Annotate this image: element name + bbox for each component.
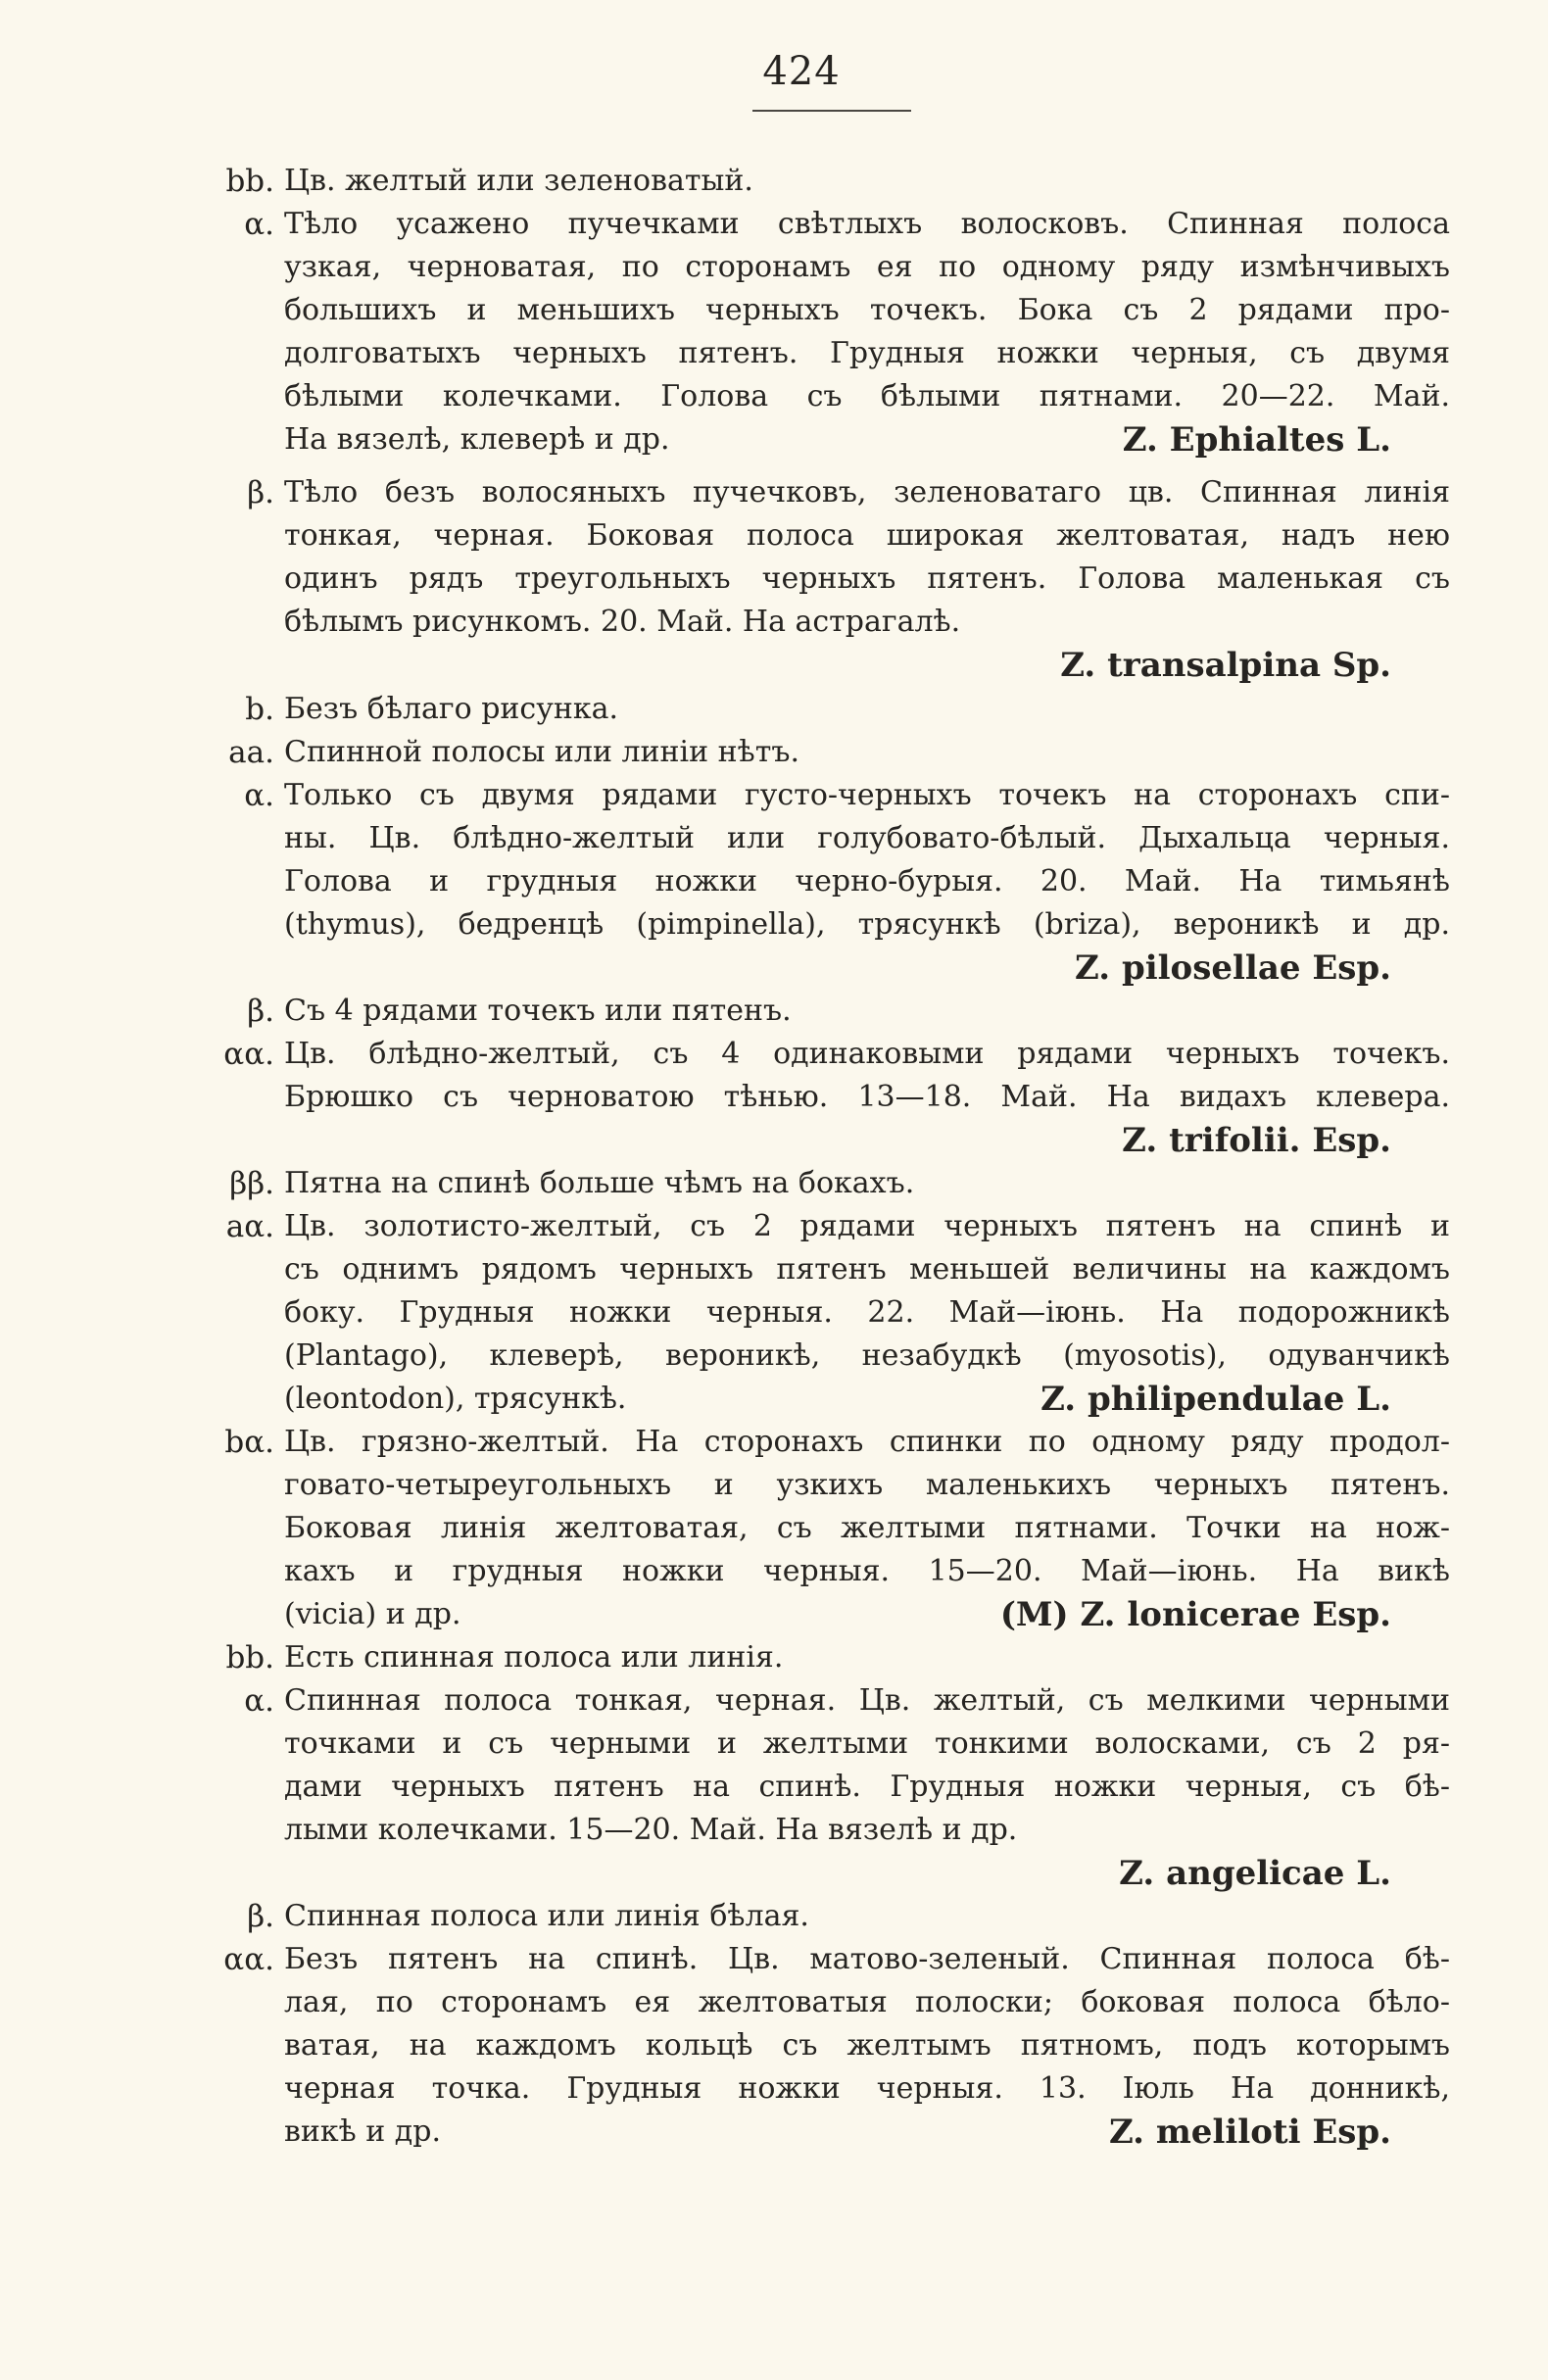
key-entry (244, 774, 1450, 990)
text-line: ватая, на каждомъ кольцѣ съ желтымъ пятномъ, подъ которымъ (284, 2028, 1450, 2063)
species-name: Z. pilosellae Esp. (1075, 948, 1391, 988)
species-name: Z. transalpina Sp. (1060, 646, 1391, 685)
text-line: Спинная полоса тонкая, черная. Цв. желтый, съ мелкими черными (284, 1683, 1450, 1718)
key-entry (229, 1162, 1450, 1205)
text-line (284, 2111, 1450, 2154)
entry-marker: b. (245, 692, 274, 727)
text-line: Безъ бѣлаго рисунка. (284, 692, 619, 726)
key-entry (247, 1895, 1450, 1938)
entry-marker: αα. (223, 1037, 274, 1072)
entry-marker: aa. (228, 735, 274, 770)
entry-marker: α. (244, 207, 274, 242)
header-rule (752, 110, 911, 112)
text-line: Брюшко съ черноватою тѣнью. 13—18. Май. На видахъ клевера. (284, 1080, 1450, 1114)
text-line: Безъ пятенъ на спинѣ. Цв. матово-зеленый. Спинная полоса бѣ- (284, 1942, 1450, 1976)
text-line: говато-четыреугольныхъ и узкихъ маленькихъ черныхъ пятенъ. (284, 1468, 1450, 1502)
text-line: бѣлымъ рисункомъ. 20. Май. На астрагалѣ. (284, 605, 961, 639)
key-entry (223, 1938, 1450, 2154)
entry-marker: ββ. (229, 1166, 274, 1201)
text-line: (thymus), бедренцѣ (pimpinella), трясункѣ (briza), вероникѣ и др. (284, 907, 1450, 942)
text-line: одинъ рядъ треугольныхъ черныхъ пятенъ. Голова маленькая съ (284, 561, 1450, 596)
species-name: Z. meliloti Esp. (1108, 2113, 1391, 2152)
entry-marker: α. (244, 1683, 274, 1719)
text-line: Цв. золотисто-желтый, съ 2 рядами черныхъ пятенъ на спинѣ и (284, 1209, 1450, 1243)
text-line: Цв. грязно-желтый. На сторонахъ спинки по одному ряду продол- (284, 1425, 1450, 1459)
text-fragment: На вязелѣ, клеверѣ и др. (284, 422, 670, 457)
species-name: (M) Z. lonicerae Esp. (999, 1595, 1391, 1634)
text-line: лая, по сторонамъ ея желтоватыя полоски; боковая полоса бѣло- (284, 1985, 1450, 2019)
species-name: Z. trifolii. Esp. (1122, 1121, 1391, 1160)
entry-marker: α. (244, 778, 274, 813)
text-line: точками и съ черными и желтыми тонкими волосками, съ 2 ря- (284, 1726, 1450, 1761)
entry-marker: αα. (223, 1942, 274, 1977)
text-fragment: (leontodon), трясункѣ. (284, 1382, 627, 1416)
text-line: Голова и грудныя ножки черно-бурыя. 20. Май. На тимьянѣ (284, 864, 1450, 899)
text-line: (Plantago), клеверѣ, вероникѣ, незабудкѣ (myosotis), одуванчикѣ (284, 1338, 1450, 1373)
key-entry (225, 1636, 1450, 1679)
text-line: кахъ и грудныя ножки черныя. 15—20. Май—іюнь. На викѣ (284, 1554, 1450, 1588)
text-line: Тѣло усажено пучечками свѣтлыхъ волосковъ. Спинная полоса (284, 207, 1450, 241)
text-line: Спинной полосы или линіи нѣтъ. (284, 735, 799, 769)
text-line (284, 1593, 1450, 1636)
text-line: Съ 4 рядами точекъ или пятенъ. (284, 994, 792, 1028)
entry-marker: β. (247, 1899, 274, 1934)
entry-marker: bα. (224, 1425, 274, 1460)
text-line: Пятна на спинѣ больше чѣмъ на бокахъ. (284, 1166, 915, 1200)
entry-marker: β. (247, 994, 274, 1029)
text-line (284, 418, 1450, 461)
page-number: 424 (762, 49, 841, 94)
text-line: Только съ двумя рядами густо-черныхъ точекъ на сторонахъ спи- (284, 778, 1450, 812)
text-line: бѣлыми колечками. Голова съ бѣлыми пятнами. 20—22. Май. (284, 379, 1450, 413)
species-name: Z. philipendulae L. (1040, 1380, 1391, 1419)
key-entry (245, 688, 1450, 731)
key-entry (247, 990, 1450, 1033)
text-line: Цв. блѣдно-желтый, съ 4 одинаковыми рядами черныхъ точекъ. (284, 1037, 1450, 1071)
text-line: Есть спинная полоса или линія. (284, 1640, 784, 1675)
text-line: Боковая линія желтоватая, съ желтыми пятнами. Точки на нож- (284, 1511, 1450, 1545)
text-line: большихъ и меньшихъ черныхъ точекъ. Бока съ 2 рядами про- (284, 293, 1450, 327)
entry-marker: bb. (225, 1640, 274, 1676)
entry-marker: bb. (225, 164, 274, 199)
entry-marker: aα. (225, 1209, 274, 1244)
text-line: Тѣло безъ волосяныхъ пучечковъ, зеленоватаго цв. Спинная линія (284, 475, 1450, 510)
key-entry (244, 1679, 1450, 1895)
entry-marker: β. (247, 475, 274, 510)
text-line: долговатыхъ черныхъ пятенъ. Грудныя ножки черныя, съ двумя (284, 336, 1450, 370)
text-line: съ однимъ рядомъ черныхъ пятенъ меньшей величины на каждомъ (284, 1252, 1450, 1287)
text-line: лыми колечками. 15—20. Май. На вязелѣ и др. (284, 1813, 1018, 1847)
text-line: Спинная полоса или линія бѣлая. (284, 1899, 809, 1933)
text-line: ны. Цв. блѣдно-желтый или голубовато-бѣлый. Дыхальца черныя. (284, 821, 1450, 855)
text-line: боку. Грудныя ножки черныя. 22. Май—іюнь. На подорожникѣ (284, 1295, 1450, 1330)
key-entry (225, 160, 1450, 203)
text-line: дами черныхъ пятенъ на спинѣ. Грудныя ножки черныя, съ бѣ- (284, 1770, 1450, 1804)
text-fragment: (vicia) и др. (284, 1597, 461, 1631)
text-line: Цв. желтый или зеленоватый. (284, 164, 753, 198)
key-entry (244, 203, 1450, 461)
key-entry (228, 731, 1450, 774)
text-line: узкая, черноватая, по сторонамъ ея по одному ряду измѣнчивыхъ (284, 250, 1450, 284)
key-entry (225, 1205, 1450, 1421)
key-entry (224, 1421, 1450, 1636)
key-entry (223, 1033, 1450, 1162)
text-line: черная точка. Грудныя ножки черныя. 13. Іюль На донникѣ, (284, 2071, 1450, 2106)
species-name: Z. Ephialtes L. (1122, 420, 1391, 460)
key-entry (247, 471, 1450, 687)
species-name: Z. angelicae L. (1119, 1854, 1391, 1893)
text-fragment: викѣ и др. (284, 2114, 442, 2149)
text-line: тонкая, черная. Боковая полоса широкая желтоватая, надъ нею (284, 518, 1450, 553)
text-line (284, 1378, 1450, 1421)
